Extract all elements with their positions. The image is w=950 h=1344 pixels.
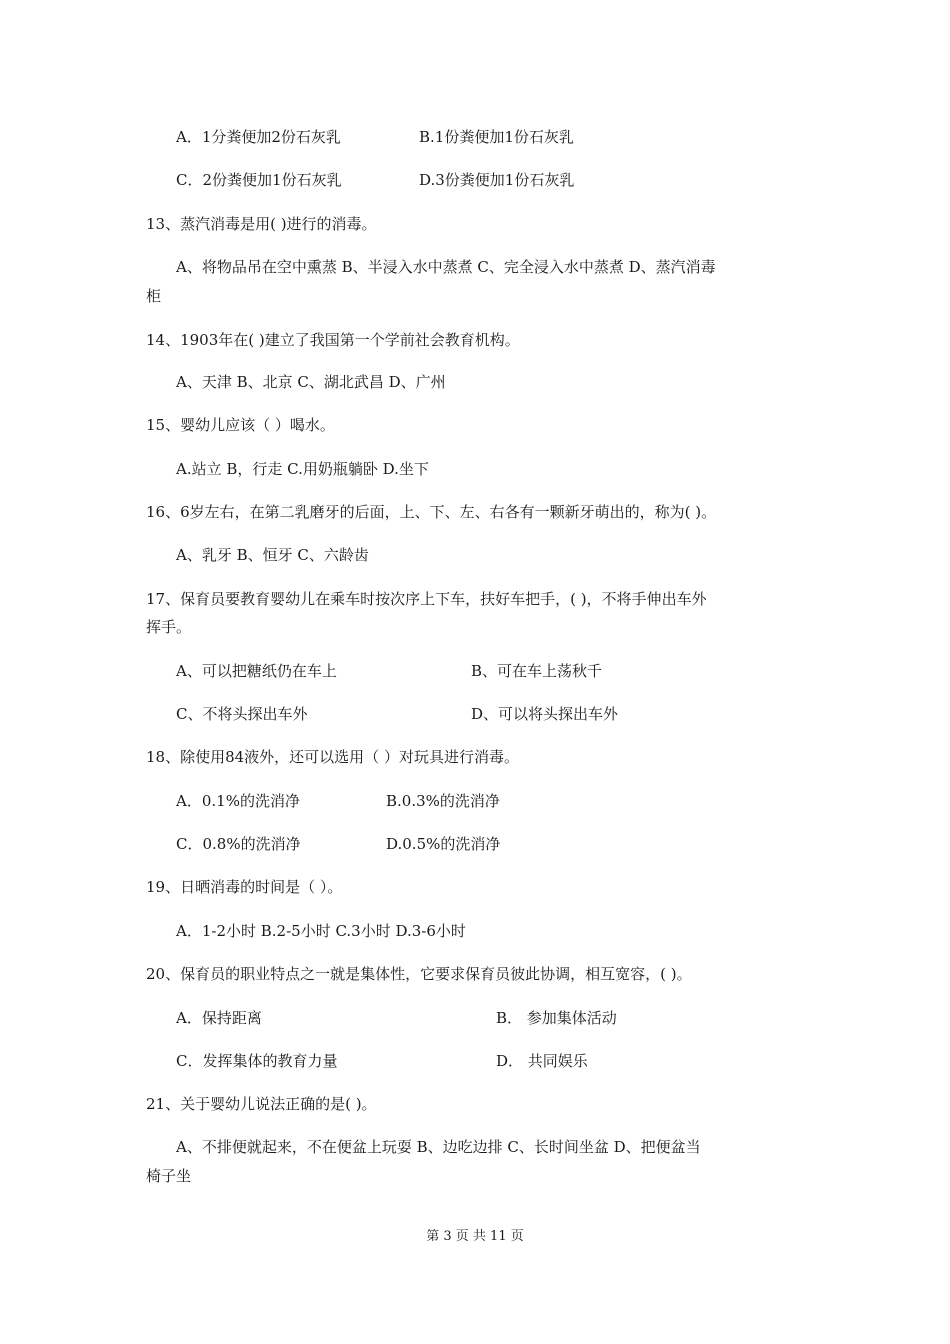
question-13-options: A、将物品吊在空中熏蒸 B、半浸入水中蒸煮 C、完全浸入水中蒸煮 D、蒸汽消毒 [176, 258, 716, 276]
question-19-options: A．1-2小时 B.2-5小时 C.3小时 D.3-6小时 [176, 922, 466, 940]
question-17-cont: 挥手。 [146, 618, 192, 636]
question-20-option-c: C．发挥集体的教育力量 [176, 1052, 338, 1070]
question-14: 14、1903年在( )建立了我国第一个学前社会教育机构。 [146, 331, 520, 349]
question-15: 15、婴幼儿应该（ ）喝水。 [146, 416, 335, 434]
question-17: 17、保育员要教育婴幼儿在乘车时按次序上下车，扶好车把手，( )，不将手伸出车外 [146, 590, 707, 608]
question-20-option-a: A．保持距离 [176, 1009, 262, 1027]
question-18: 18、除使用84液外，还可以选用（ ）对玩具进行消毒。 [146, 748, 519, 766]
question-13: 13、蒸汽消毒是用( )进行的消毒。 [146, 215, 377, 233]
question-13-options-cont: 柜 [146, 287, 162, 305]
question-17-option-a: A、可以把糖纸仍在车上 [176, 662, 337, 680]
question-17-option-c: C、不将头探出车外 [176, 705, 308, 723]
question-21-options-cont: 椅子坐 [146, 1167, 192, 1185]
question-16-options: A、乳牙 B、恒牙 C、六龄齿 [176, 546, 369, 564]
question-18-option-d: D.0.5%的洗消净 [386, 835, 501, 853]
question-18-option-c: C．0.8%的洗消净 [176, 835, 301, 853]
option-d-line: D.3份粪便加1份石灰乳 [419, 171, 575, 189]
option-a-line: A．1分粪便加2份石灰乳 [176, 128, 341, 146]
question-21-options: A、不排便就起来，不在便盆上玩耍 B、边吃边排 C、长时间坐盆 D、把便盆当 [176, 1138, 701, 1156]
question-20: 20、保育员的职业特点之一就是集体性，它要求保育员彼此协调，相互宽容，( )。 [146, 965, 692, 983]
question-16: 16、6岁左右，在第二乳磨牙的后面，上、下、左、右各有一颗新牙萌出的，称为( )。 [146, 503, 717, 521]
question-19: 19、日晒消毒的时间是（ ）。 [146, 878, 343, 896]
question-15-options: A.站立 B，行走 C.用奶瓶躺卧 D.坐下 [176, 460, 429, 478]
question-21: 21、关于婴幼儿说法正确的是( )。 [146, 1095, 377, 1113]
question-20-option-b: B． 参加集体活动 [496, 1009, 617, 1027]
option-b-line: B.1份粪便加1份石灰乳 [419, 128, 574, 146]
question-18-option-a: A．0.1%的洗消净 [176, 792, 300, 810]
question-18-option-b: B.0.3%的洗消净 [386, 792, 500, 810]
page-footer: 第 3 页 共 11 页 [426, 1229, 524, 1244]
question-14-options: A、天津 B、北京 C、湖北武昌 D、广州 [176, 373, 446, 391]
question-17-option-b: B、可在车上荡秋千 [471, 662, 603, 680]
option-c-line: C．2份粪便加1份石灰乳 [176, 171, 342, 189]
question-20-option-d: D． 共同娱乐 [496, 1052, 588, 1070]
question-17-option-d: D、可以将头探出车外 [471, 705, 619, 723]
